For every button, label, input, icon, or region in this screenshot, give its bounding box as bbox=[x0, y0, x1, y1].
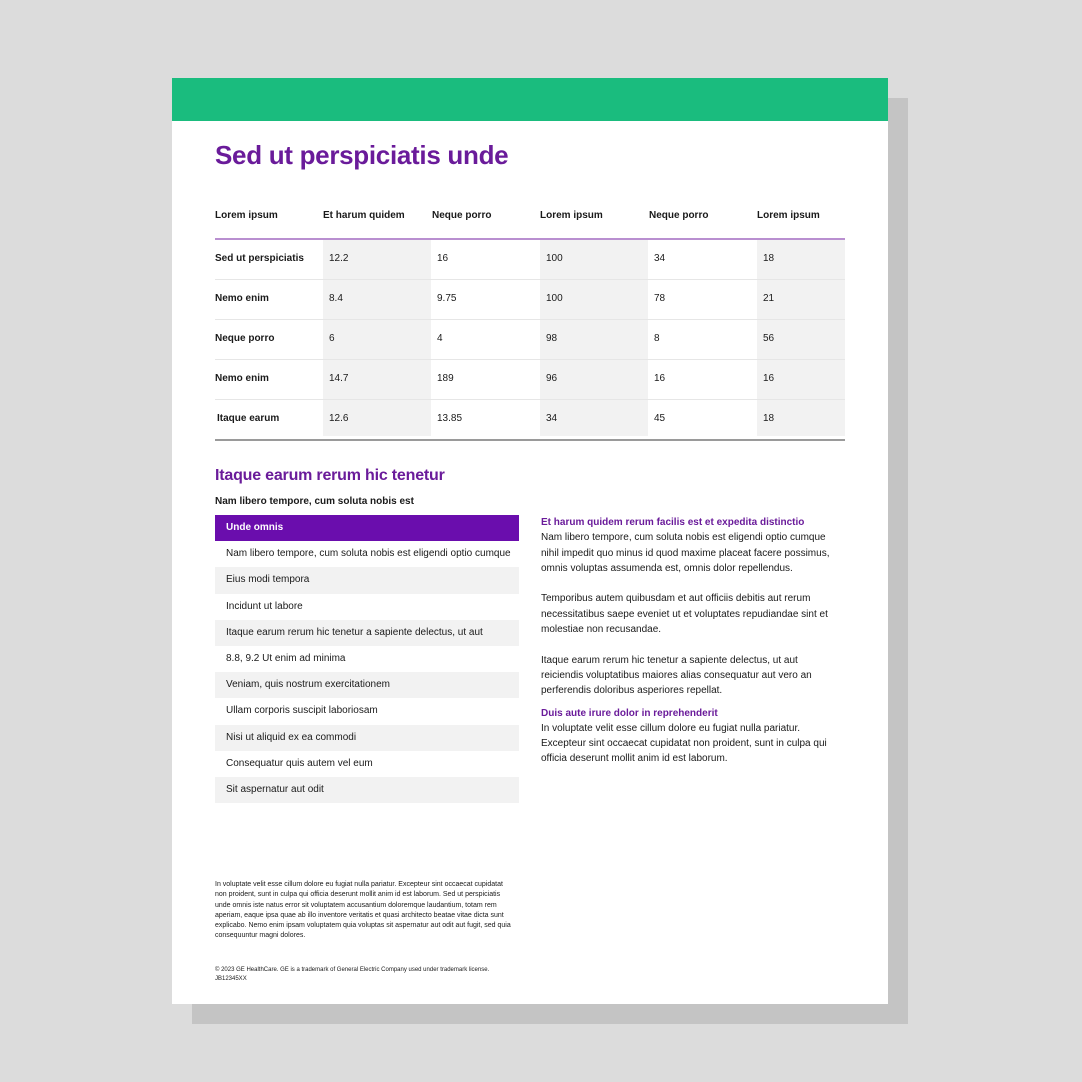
column-header: Lorem ipsum bbox=[215, 210, 278, 221]
table-cell: 100 bbox=[546, 253, 563, 264]
table-cell: 21 bbox=[763, 293, 775, 304]
column-header: Neque porro bbox=[649, 210, 709, 221]
column-header: Lorem ipsum bbox=[540, 210, 603, 221]
row-label: Itaque earum bbox=[217, 413, 280, 424]
header-accent-bar bbox=[172, 78, 888, 121]
right-paragraph: Itaque earum rerum hic tenetur a sapiente delectus, ut aut reiciendis voluptatibus maiores alias consequatur aut vero an perferendis doloribus asperiores repellat. bbox=[541, 654, 812, 697]
table-cell: 56 bbox=[763, 333, 775, 344]
column-header: Lorem ipsum bbox=[757, 210, 820, 221]
footer-copyright-block bbox=[215, 966, 535, 984]
table-cell: 4 bbox=[437, 333, 443, 344]
table-cell: 6 bbox=[329, 333, 335, 344]
list-item: Nisi ut aliquid ex ea commodi bbox=[215, 725, 519, 751]
table-cell: 16 bbox=[437, 253, 449, 264]
list-item: Incidunt ut labore bbox=[226, 600, 303, 612]
column-header: Neque porro bbox=[432, 210, 492, 221]
table-cell: 8.4 bbox=[329, 293, 343, 304]
list-item: 8.8, 9.2 Ut enim ad minima bbox=[226, 652, 346, 664]
table-cell: 189 bbox=[437, 373, 454, 384]
table-header-row bbox=[215, 198, 845, 240]
page-title: Sed ut perspiciatis unde bbox=[215, 140, 509, 170]
section-subtitle: Nam libero tempore, cum soluta nobis est bbox=[215, 496, 414, 507]
list-item: Itaque earum rerum hic tenetur a sapiente delectus, ut aut bbox=[215, 620, 519, 646]
row-label: Nemo enim bbox=[215, 293, 269, 304]
table-cell: 8 bbox=[654, 333, 660, 344]
footer-fine-print: In voluptate velit esse cillum dolore eu fugiat nulla pariatur. Excepteur sint occaecat cupidatat non proident, sunt in culpa qui officia deserunt mollit anim id est laborum. Sed ut perspiciatis unde omnis iste natus error sit voluptatem accusantium doloremque laudantium, totam rem aperiam, eaque ipsa quae ab illo inventore veritatis et quasi architecto beatae vitae dicta sunt explicabo. Nemo enim ipsam voluptatem quia voluptas sit aspernatur aut odit aut fugit, sed quia consequuntur magni dolores. bbox=[215, 881, 511, 940]
row-label: Neque porro bbox=[215, 333, 275, 344]
table-row bbox=[215, 320, 845, 360]
table-cell: 13.85 bbox=[437, 413, 463, 424]
table-cell: 34 bbox=[546, 413, 558, 424]
table-row bbox=[215, 360, 845, 400]
right-paragraph: Temporibus autem quibusdam et aut officiis debitis aut rerum necessitatibus saepe eveniet ut et voluptates repudiandae sint et molestiae non recusandae. bbox=[541, 593, 828, 636]
section-title: Itaque earum rerum hic tenetur bbox=[215, 467, 445, 484]
row-label: Nemo enim bbox=[215, 373, 269, 384]
right-paragraph: In voluptate velit esse cillum dolore eu fugiat nulla pariatur. Excepteur sint occaecat cupidatat non proident, sunt in culpa qui officia deserunt mollit anim id est laborum. bbox=[541, 722, 827, 765]
table-cell: 98 bbox=[546, 333, 558, 344]
table-row bbox=[215, 400, 845, 441]
list-item: Eius modi tempora bbox=[215, 567, 519, 593]
copyright-text: © 2023 GE HealthCare. GE is a trademark of General Electric Company used under trademark license. bbox=[215, 967, 490, 973]
list-item: Ullam corporis suscipit laboriosam bbox=[226, 705, 378, 717]
table-cell: 78 bbox=[654, 293, 666, 304]
table-cell: 16 bbox=[763, 373, 775, 384]
table-cell: 34 bbox=[654, 253, 666, 264]
table-cell: 96 bbox=[546, 373, 558, 384]
table-cell: 14.7 bbox=[329, 373, 349, 384]
row-label: Sed ut perspiciatis bbox=[215, 253, 304, 264]
table-cell: 100 bbox=[546, 293, 563, 304]
table-row bbox=[215, 280, 845, 320]
column-header: Et harum quidem bbox=[323, 210, 405, 221]
right-column bbox=[541, 515, 831, 782]
table-cell: 18 bbox=[763, 253, 775, 264]
list-item: Nam libero tempore, cum soluta nobis est eligendi optio cumque bbox=[226, 548, 511, 560]
right-heading: Duis aute irure dolor in reprehenderit bbox=[541, 707, 718, 719]
right-paragraph: Nam libero tempore, cum soluta nobis est eligendi optio cumque nihil impedit quo minus id quod maxime placeat facere possimus, omnis voluptas assumenda est, omnis dolor repellendus. bbox=[541, 532, 830, 574]
right-heading: Et harum quidem rerum facilis est et expedita distinctio bbox=[541, 517, 805, 528]
list-header: Unde omnis bbox=[215, 515, 519, 541]
data-table bbox=[215, 198, 845, 441]
list-item: Sit aspernatur aut odit bbox=[215, 777, 519, 803]
feature-list bbox=[215, 515, 519, 803]
table-cell: 45 bbox=[654, 413, 666, 424]
table-cell: 18 bbox=[763, 413, 775, 424]
table-row bbox=[215, 240, 845, 280]
list-item: Consequatur quis autem vel eum bbox=[226, 757, 373, 769]
table-cell: 12.6 bbox=[329, 413, 349, 424]
table-cell: 16 bbox=[654, 373, 666, 384]
document-code: JB12345XX bbox=[215, 976, 247, 982]
table-cell: 9.75 bbox=[437, 293, 457, 304]
table-cell: 12.2 bbox=[329, 253, 349, 264]
document-page bbox=[172, 78, 888, 1004]
list-item: Veniam, quis nostrum exercitationem bbox=[215, 672, 519, 698]
